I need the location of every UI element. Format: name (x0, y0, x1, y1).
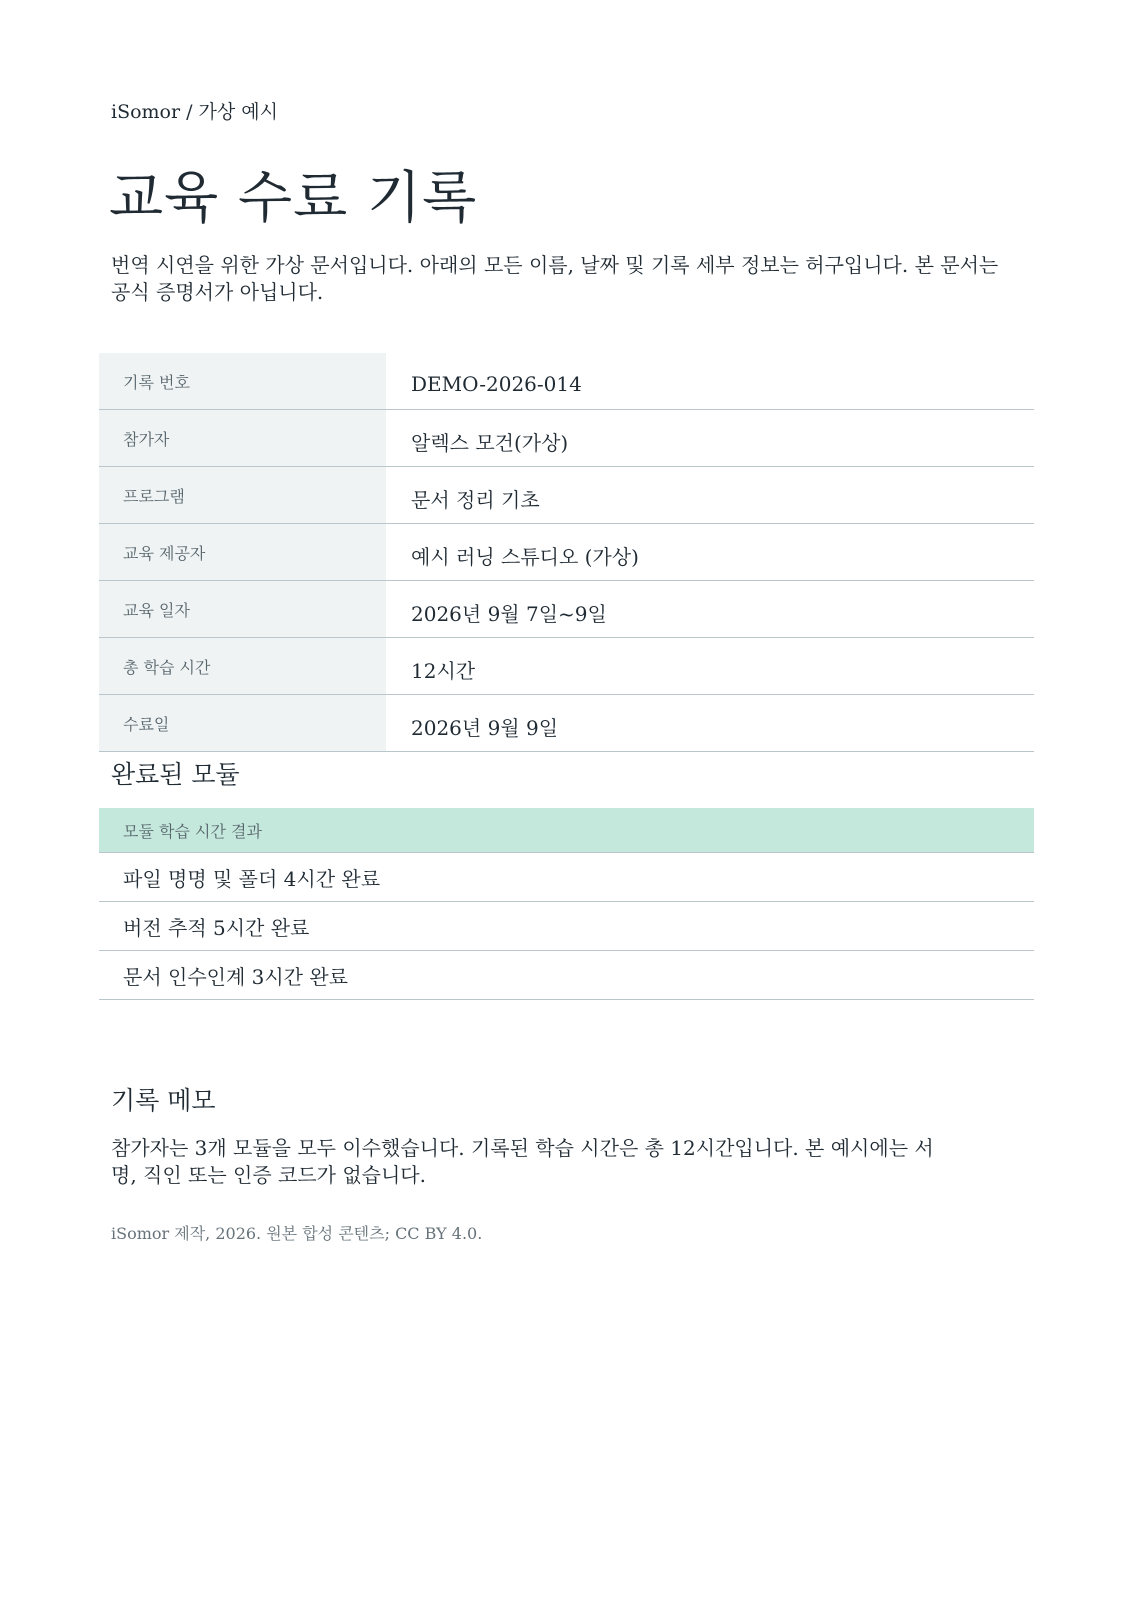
record-label: 교육 일자 (99, 581, 386, 638)
footer-credit: iSomor 제작, 2026. 원본 합성 콘텐츠; CC BY 4.0. (111, 1224, 483, 1243)
record-label: 프로그램 (99, 467, 386, 524)
record-row-completion-date (99, 695, 1034, 752)
module-row-text: 버전 추적 5시간 완료 (99, 902, 1034, 951)
memo-heading: 기록 메모 (111, 1086, 216, 1115)
table-row (99, 951, 1034, 1000)
record-value: 2026년 9월 9일 (386, 695, 1034, 752)
record-row-participant (99, 410, 1034, 467)
record-row-provider (99, 524, 1034, 581)
record-value: 알렉스 모건(가상) (386, 410, 1034, 467)
intro-paragraph: 번역 시연을 위한 가상 문서입니다. 아래의 모든 이름, 날짜 및 기록 세부 정보는 허구입니다. 본 문서는 공식 증명서가 아닙니다. (111, 253, 999, 304)
module-row-text: 문서 인수인계 3시간 완료 (99, 951, 1034, 1000)
record-label: 총 학습 시간 (99, 638, 386, 695)
table-row (99, 902, 1034, 951)
record-value: 2026년 9월 7일~9일 (386, 581, 1034, 638)
record-row-program (99, 467, 1034, 524)
record-label: 기록 번호 (99, 353, 386, 410)
table-row (99, 853, 1034, 902)
modules-header-row (99, 808, 1034, 853)
record-value: 12시간 (386, 638, 1034, 695)
record-row-hours (99, 638, 1034, 695)
page-title: 교육 수료 기록 (109, 166, 478, 231)
record-value: 예시 러닝 스튜디오 (가상) (386, 524, 1034, 581)
record-label: 교육 제공자 (99, 524, 386, 581)
modules-header-cell: 모듈 학습 시간 결과 (99, 808, 1034, 853)
record-row-number (99, 353, 1034, 410)
modules-heading: 완료된 모듈 (111, 760, 240, 789)
record-value: 문서 정리 기초 (386, 467, 1034, 524)
record-value: DEMO-2026-014 (386, 353, 1034, 410)
memo-paragraph: 참가자는 3개 모듈을 모두 이수했습니다. 기록된 학습 시간은 총 12시간입니다. 본 예시에는 서명, 직인 또는 인증 코드가 없습니다. (111, 1136, 934, 1187)
record-label: 참가자 (99, 410, 386, 467)
module-row-text: 파일 명명 및 폴더 4시간 완료 (99, 853, 1034, 902)
record-label: 수료일 (99, 695, 386, 752)
record-row-dates (99, 581, 1034, 638)
modules-table (99, 808, 1034, 1000)
record-details-table (99, 353, 1034, 752)
breadcrumb: iSomor / 가상 예시 (111, 101, 279, 123)
